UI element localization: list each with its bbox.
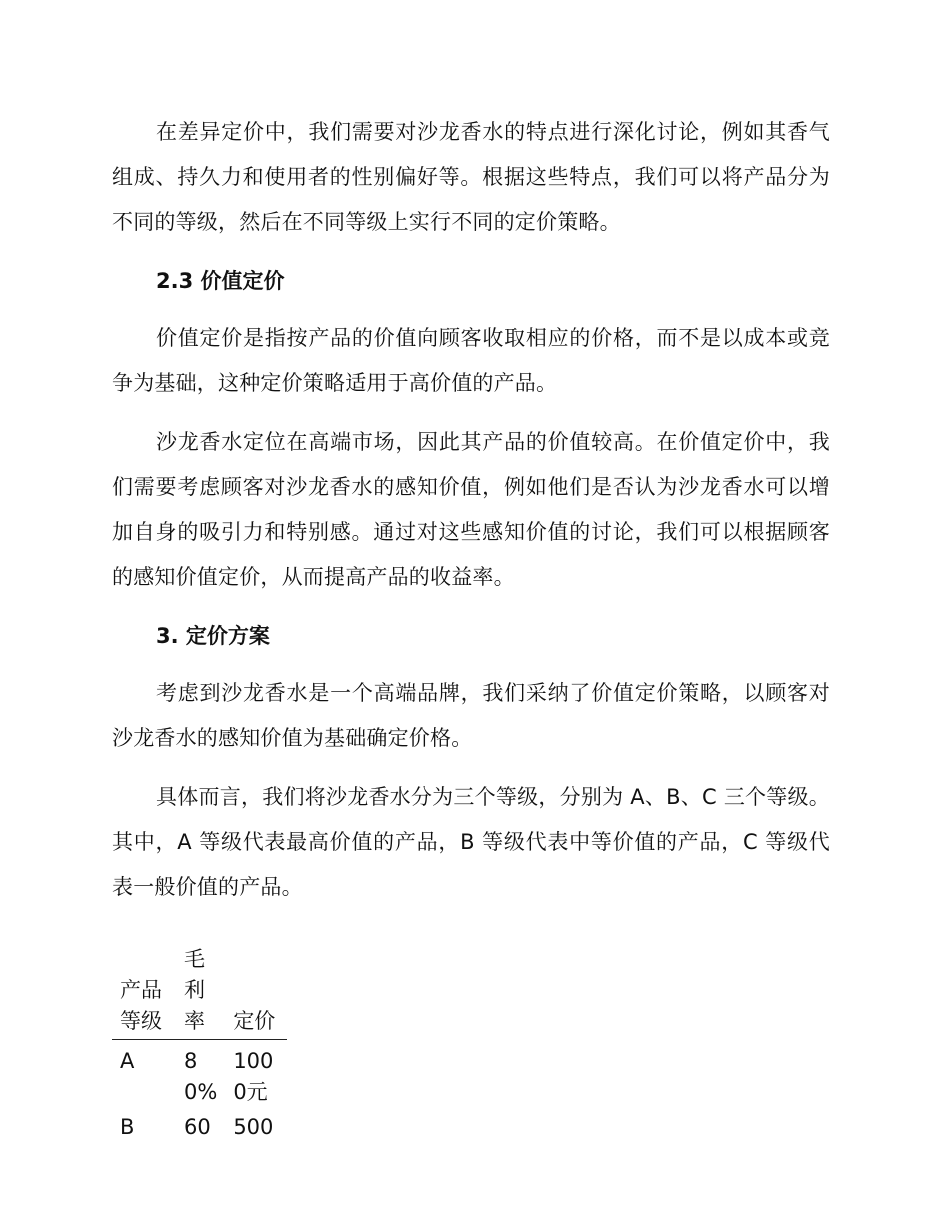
document-page: [112, 110, 830, 1143]
header-gross-margin: 毛利率: [184, 947, 205, 1033]
table-row: [112, 1040, 287, 1109]
header-price: 定价: [233, 1009, 276, 1033]
cell-margin: 80%: [184, 1049, 218, 1104]
grade-table-container: [112, 944, 830, 1143]
paragraph-differential-pricing: 在差异定价中，我们需要对沙龙香水的特点进行深化讨论，例如其香气组成、持久力和使用者的性别偏好等。根据这些特点，我们可以将产品分为不同的等级，然后在不同等级上实行不同的定价策略。: [112, 120, 830, 234]
paragraph-grade-description: 具体而言，我们将沙龙香水分为三个等级，分别为 A、B、C 三个等级。其中，A 等级代表最高价值的产品，B 等级代表中等价值的产品，C 等级代表一般价值的产品。: [112, 785, 830, 899]
table-row: [112, 1108, 287, 1143]
section-heading-2-3: 2.3 价值定价: [156, 269, 285, 293]
paragraph-value-pricing-definition: 价值定价是指按产品的价值向顾客收取相应的价格，而不是以成本或竞争为基础，这种定价策略适用于高价值的产品。: [112, 326, 830, 395]
cell-grade: A: [120, 1049, 135, 1073]
cell-price: 500: [233, 1115, 274, 1139]
cell-price: 1000元: [233, 1049, 274, 1104]
cell-margin: 60: [184, 1115, 211, 1139]
paragraph-value-pricing-application: 沙龙香水定位在高端市场，因此其产品的价值较高。在价值定价中，我们需要考虑顾客对沙龙香水的感知价值，例如他们是否认为沙龙香水可以增加自身的吸引力和特别感。通过对这些感知价值的讨论，我们可以根据顾客的感知价值定价，从而提高产品的收益率。: [112, 430, 830, 589]
section-heading-3: 3. 定价方案: [156, 624, 270, 648]
header-product-grade: 产品等级: [120, 978, 162, 1033]
table-header-row: [112, 944, 287, 1040]
paragraph-pricing-plan: 考虑到沙龙香水是一个高端品牌，我们采纳了价值定价策略，以顾客对沙龙香水的感知价值为基础确定价格。: [112, 681, 830, 750]
grade-pricing-table: [112, 944, 287, 1143]
cell-grade: B: [120, 1115, 135, 1139]
